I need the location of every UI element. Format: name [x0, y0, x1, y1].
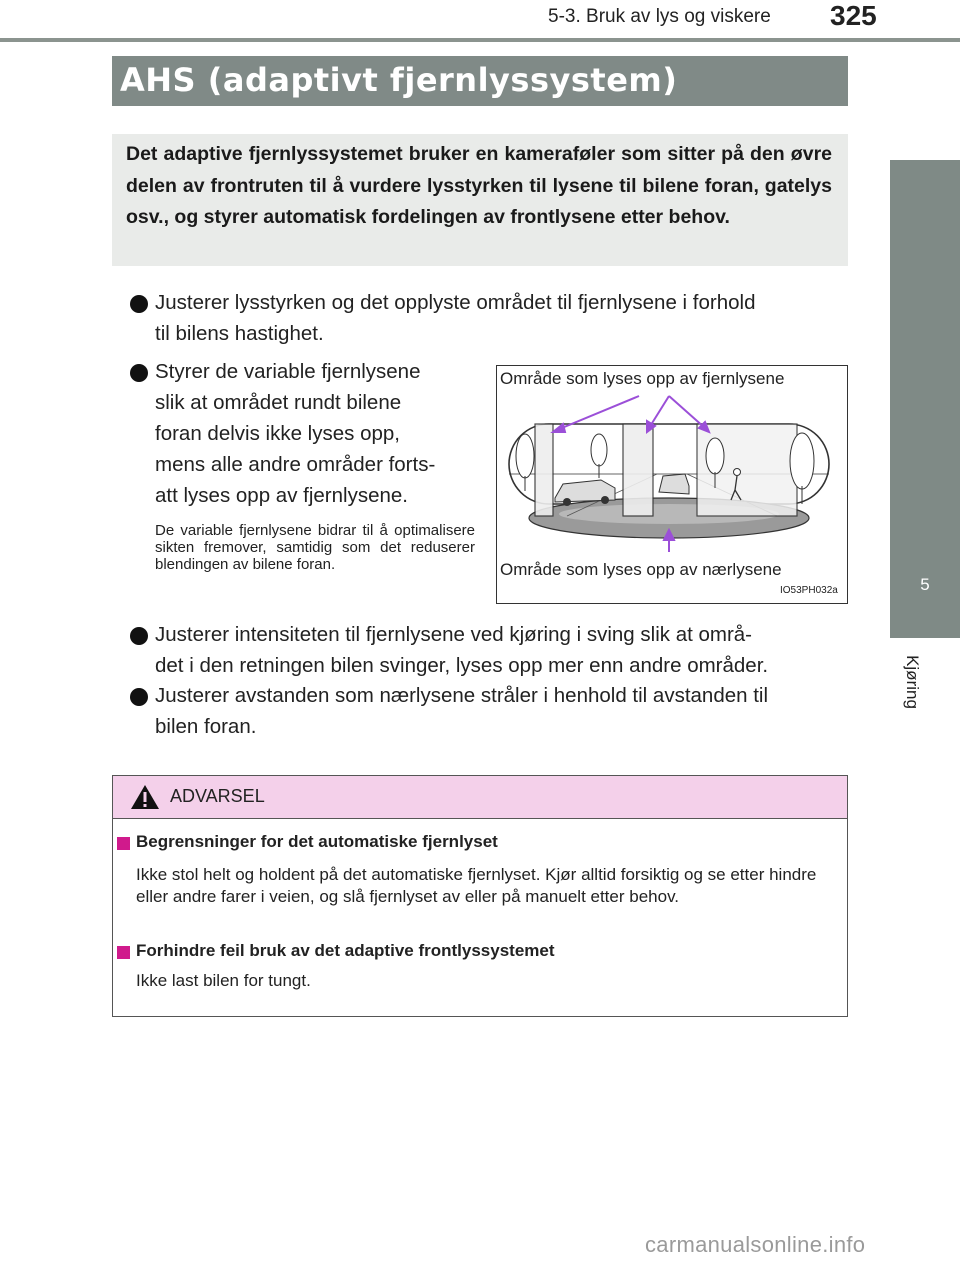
page-number: 325 — [830, 0, 877, 31]
chapter-tab — [890, 160, 960, 638]
square-bullet-icon — [117, 837, 130, 850]
header-rule — [0, 38, 960, 42]
warning-triangle-icon — [130, 784, 160, 810]
bullet-1-line-1: Justerer lysstyrken og det opplyste området til fjernlysene i forhold — [155, 291, 756, 314]
intro-text: Det adaptive fjernlyssystemet bruker en kameraføler som sitter på den øvre delen av frontruten til å vurdere lysstyrken til lysene til bilene foran, gatelys osv., og styrer automatisk fordelingen av frontlysene etter behov. — [126, 143, 832, 228]
bullet-2-line-2: slik at området rundt bilene — [155, 391, 402, 414]
bullet-icon — [130, 688, 148, 706]
page-title: AHS (adaptivt fjernlyssystem) — [120, 61, 678, 99]
warning-item-1-text: Ikke stol helt og holdent på det automatiske fjernlyset. Kjør alltid forsiktig og se etter hindre eller andre farer i veien, og slå fjernlyset av eller på manuelt etter behov. — [136, 865, 817, 906]
chapter-number: 5 — [920, 575, 930, 594]
warning-title: ADVARSEL — [170, 786, 265, 806]
bullet-2-line-1: Styrer de variable fjernlysene — [155, 360, 421, 383]
bullet-icon — [130, 627, 148, 645]
bullet-4-line-1: Justerer avstanden som nærlysene stråler i henhold til avstanden til — [155, 684, 769, 707]
bullet-4-line-2: bilen foran. — [155, 715, 257, 738]
bullet-2-line-5: att lyses opp av fjernlysene. — [155, 484, 408, 507]
square-bullet-icon — [117, 946, 130, 959]
bullet-2-line-4: mens alle andre områder forts- — [155, 453, 436, 476]
bullet-icon — [130, 295, 148, 313]
warning-item-1-heading: Begrensninger for det automatiske fjernlyset — [136, 832, 498, 851]
warning-item-2-text: Ikke last bilen for tungt. — [136, 971, 311, 990]
warning-item-2-heading: Forhindre feil bruk av det adaptive frontlyssystemet — [136, 941, 555, 960]
bullet-icon — [130, 364, 148, 382]
figure-label-high-beam: Område som lyses opp av fjernlysene — [500, 369, 785, 388]
bullet-2-note: De variable fjernlysene bidrar til å optimalisere sikten fremover, samtidig som det reduserer blendingen av bilene foran. — [155, 522, 475, 573]
figure-label-low-beam: Område som lyses opp av nærlysene — [500, 560, 782, 579]
bullet-1-line-2: til bilens hastighet. — [155, 322, 324, 345]
section-breadcrumb: 5-3. Bruk av lys og viskere — [548, 6, 771, 27]
bullet-2-line-3: foran delvis ikke lyses opp, — [155, 422, 400, 445]
figure-code: IO53PH032a — [780, 585, 838, 596]
bullet-3-line-2: det i den retningen bilen svinger, lyses opp mer enn andre områder. — [155, 654, 769, 677]
chapter-label: Kjøring — [903, 655, 922, 709]
watermark: carmanualsonline.info — [645, 1232, 866, 1257]
bullet-3-line-1: Justerer intensiteten til fjernlysene ved kjøring i sving slik at områ- — [155, 623, 753, 646]
